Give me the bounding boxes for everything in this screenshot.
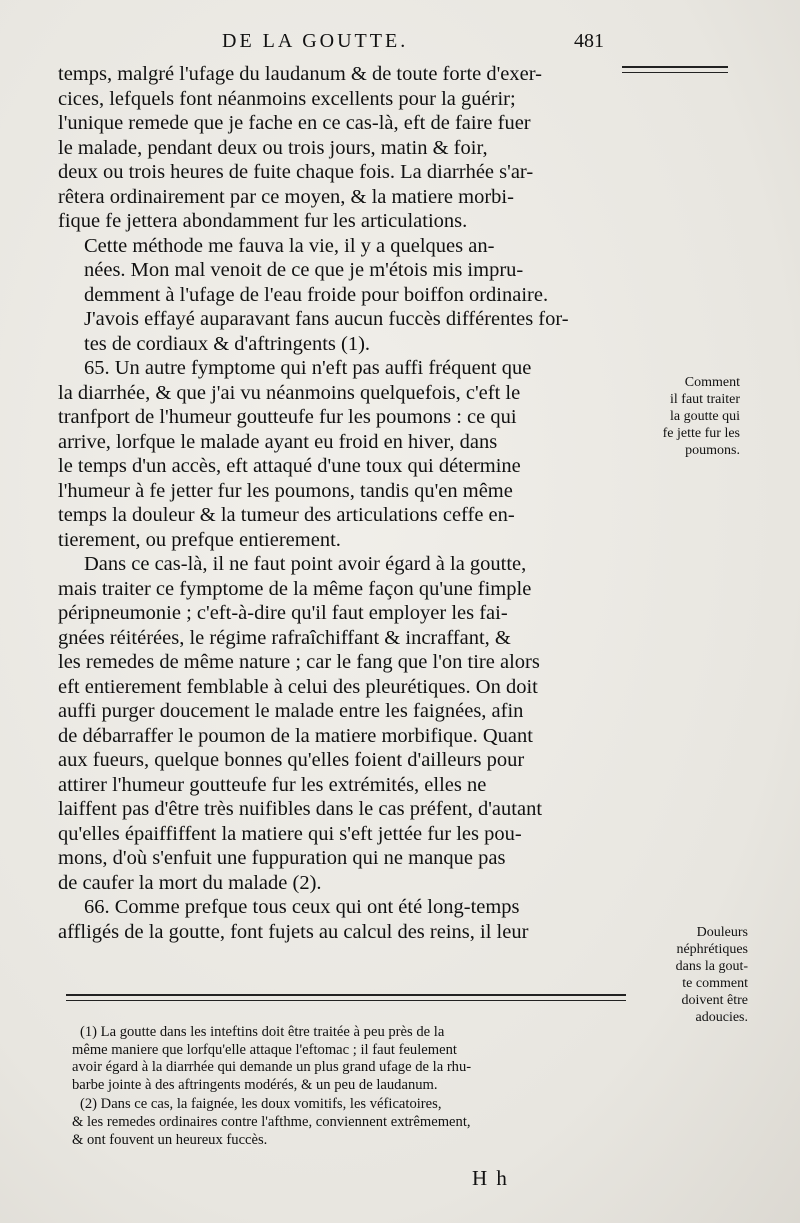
text-line: 66. Comme prefque tous ceux qui ont été long-temps	[84, 896, 520, 918]
main-text	[58, 62, 624, 944]
text-line: de débarraffer le poumon de la matiere morbifique. Quant	[58, 724, 533, 747]
text-line: attirer l'humeur goutteufe fur les extrémités, elles ne	[58, 773, 487, 796]
text-line: rêtera ordinairement par ce moyen, & la matiere morbi-	[58, 185, 514, 208]
text-line: affligés de la goutte, font fujets au calcul des reins, il leur	[58, 920, 529, 943]
margin-note-line: Comment	[684, 375, 740, 390]
text-line: 65. Un autre fymptome qui n'eft pas auffi fréquent que	[84, 357, 532, 379]
text-line: l'unique remede que je fache en ce cas-là, eft de faire fuer	[58, 112, 531, 134]
text-line: gnées réitérées, le régime rafraîchiffant & incraffant, &	[58, 626, 511, 649]
text-line: temps, malgré l'ufage du laudanum & de toute forte d'exer-	[58, 63, 543, 85]
text-line: J'avois effayé auparavant fans aucun fuccès différentes for-	[84, 308, 569, 330]
text-line: tranfport de l'humeur goutteufe fur les poumons : ce qui	[58, 406, 517, 428]
text-line: fique fe jettera abondamment fur les articulations.	[58, 210, 468, 232]
text-line: la diarrhée, & que j'ai vu néanmoins quelquefois, c'eft le	[58, 381, 521, 404]
footnote-1	[72, 1024, 628, 1094]
text-line: tierement, ou prefque entierement.	[58, 528, 341, 551]
running-title: DE LA GOUTTE.	[222, 30, 409, 52]
text-line: cices, lefquels font néanmoins excellents pour la guérir;	[58, 87, 516, 110]
margin-note-line: poumons.	[685, 443, 740, 458]
signature-mark: H h	[472, 1166, 509, 1190]
text-line: mais traiter ce fymptome de la même façon qu'une fimple	[58, 577, 532, 600]
text-line: auffi purger doucement le malade entre les faignées, afin	[58, 700, 524, 722]
footnote-line: & ont fouvent un heureux fuccès.	[72, 1131, 268, 1148]
text-line: laiffent pas d'être très nuifibles dans le cas préfent, d'autant	[58, 798, 543, 820]
text-line: péripneumonie ; c'eft-à-dire qu'il faut employer les fai-	[58, 602, 508, 624]
text-line: Cette méthode me fauva la vie, il y a quelques an-	[84, 234, 495, 257]
text-line: tes de cordiaux & d'aftringents (1).	[84, 332, 371, 355]
text-line: nées. Mon mal venoit de ce que je m'étois mis impru-	[84, 259, 524, 281]
footnote-line: barbe jointe à des aftringents modérés, & un peu de laudanum.	[72, 1076, 438, 1093]
margin-note-line: Douleurs	[696, 925, 748, 940]
text-line: temps la douleur & la tumeur des articulations ceffe en-	[58, 504, 515, 526]
footnote-line: avoir égard à la diarrhée qui demande un plus grand ufage de la rhu-	[72, 1059, 472, 1076]
text-line: arrive, lorfque le malade ayant eu froid en hiver, dans	[58, 430, 498, 453]
text-line: qu'elles épaiffiffent la matiere qui s'eft jettée fur les pou-	[58, 822, 522, 845]
paragraph-continuation	[58, 62, 624, 234]
top-margin-rule	[622, 66, 728, 73]
margin-note-line: te comment	[682, 976, 748, 991]
paragraph-methode	[58, 234, 624, 357]
text-line: demment à l'ufage de l'eau froide pour boiffon ordinaire.	[84, 283, 549, 306]
text-line: deux ou trois heures de fuite chaque fois. La diarrhée s'ar-	[58, 161, 534, 183]
paragraph-treatment	[58, 552, 624, 895]
footnotes	[72, 1024, 628, 1149]
text-line: aux fueurs, quelque bonnes qu'elles foient d'ailleurs pour	[58, 749, 525, 771]
margin-note-poumons	[626, 374, 740, 459]
page-header	[0, 30, 800, 58]
footnote-line: même maniere que lorfqu'elle attaque l'eftomac ; il faut feulement	[72, 1041, 457, 1058]
margin-note-line: il faut traiter	[670, 392, 740, 407]
text-line: eft entierement femblable à celui des pleurétiques. On doit	[58, 675, 538, 698]
margin-note-line: adoucies.	[695, 1010, 748, 1025]
margin-note-line: la goutte qui	[670, 409, 740, 424]
text-line: Dans ce cas-là, il ne faut point avoir égard à la goutte,	[84, 553, 527, 575]
margin-note-line: néphrétiques	[676, 942, 748, 957]
footnote-2	[72, 1096, 628, 1149]
page-number: 481	[574, 30, 604, 52]
margin-note-line: fe jette fur les	[662, 426, 740, 441]
text-line: l'humeur à fe jetter fur les poumons, tandis qu'en même	[58, 479, 513, 502]
paragraph-65	[58, 356, 624, 552]
text-line: mons, d'où s'enfuit une fuppuration qui ne manque pas	[58, 847, 506, 869]
text-line: le temps d'un accès, eft attaqué d'une toux qui détermine	[58, 455, 521, 477]
footnote-line: (1) La goutte dans les inteftins doit être traitée à peu près de la	[80, 1024, 445, 1040]
text-line: les remedes de même nature ; car le fang que l'on tire alors	[58, 651, 540, 673]
footnote-line: & les remedes ordinaires contre l'afthme, conviennent extrêmement,	[72, 1113, 471, 1130]
margin-note-douleurs	[626, 924, 748, 1026]
text-line: de caufer la mort du malade (2).	[58, 871, 322, 894]
paragraph-66	[58, 895, 624, 944]
margin-note-line: doivent être	[681, 993, 748, 1008]
footnote-separator-rule	[66, 994, 626, 1001]
text-line: le malade, pendant deux ou trois jours, matin & foir,	[58, 136, 488, 159]
footnote-line: (2) Dans ce cas, la faignée, les doux vomitifs, les véficatoires,	[80, 1096, 442, 1113]
margin-note-line: dans la gout-	[675, 959, 748, 974]
